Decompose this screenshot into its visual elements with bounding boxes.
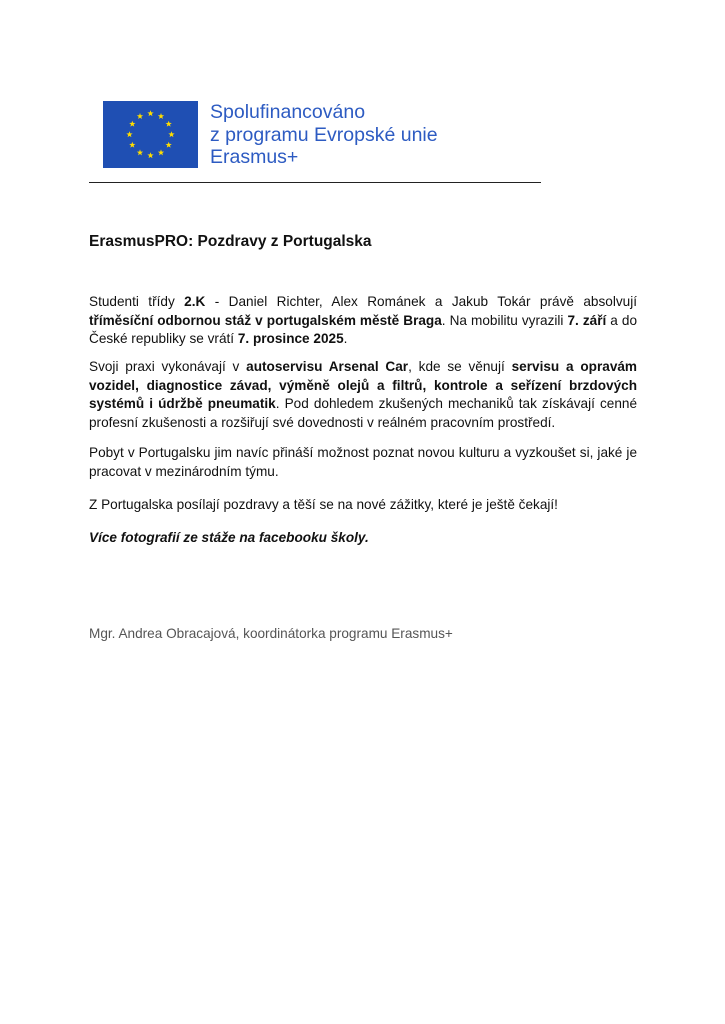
eu-star-icon xyxy=(158,149,164,155)
eu-star-icon xyxy=(166,142,172,148)
bold-text: tříměsíční odbornou stáž v portugalském městě Braga xyxy=(89,312,442,328)
text: . xyxy=(343,331,348,346)
eu-star-icon xyxy=(126,131,132,137)
text: - Daniel Richter, Alex Románek a Jakub Tokár právě absolvují xyxy=(205,294,637,309)
signature: Mgr. Andrea Obracajová, koordinátorka programu Erasmus+ xyxy=(89,626,453,641)
bold-text: autoservisu Arsenal Car xyxy=(246,359,409,374)
text: , kde se věnují xyxy=(408,359,512,374)
eu-star-icon xyxy=(166,121,172,127)
eu-star-icon xyxy=(129,142,135,148)
text: Studenti třídy xyxy=(89,294,185,309)
eu-star-icon xyxy=(129,121,135,127)
eu-star-icon xyxy=(158,113,164,119)
eu-flag-icon xyxy=(103,101,198,168)
logo-line-3: Erasmus+ xyxy=(210,146,299,168)
paragraph-culture: Pobyt v Portugalsku jim navíc přináší možnost poznat novou kulturu a vyzkoušet si, jaké je pracovat v mezinárodním týmu. xyxy=(89,445,637,479)
bold-text: 2.K xyxy=(184,294,206,309)
document-title: ErasmusPRO: Pozdravy z Portugalska xyxy=(89,233,372,250)
paragraph-students xyxy=(89,293,637,349)
logo-line-1: Spolufinancováno xyxy=(210,101,366,123)
text: Svoji praxi vykonávají v xyxy=(89,359,247,374)
eu-star-icon xyxy=(137,149,143,155)
text: a do České republiky se vrátí xyxy=(89,312,638,346)
eu-star-icon xyxy=(147,152,153,158)
eu-star-icon xyxy=(168,131,174,137)
header-divider xyxy=(89,182,541,183)
cofunded-logo-text xyxy=(210,101,438,169)
eu-star-icon xyxy=(147,110,153,116)
eu-stars-icon xyxy=(103,101,198,168)
logo-line-2: z programu Evropské unie xyxy=(210,123,438,146)
text: . Na mobilitu vyrazili xyxy=(441,312,568,328)
bold-text: 7. září xyxy=(567,312,607,328)
text: . Pod dohledem zkušených mechaniků tak získávají cenné profesní zkušenosti a rozšiřují své dovednosti v reálném pracovním prostředí. xyxy=(89,396,638,430)
bold-text: servisu a opravám vozidel, diagnostice závad, výměně olejů a filtrů, kontrole a seřízení brzdových systémů i údržbě pneumatik xyxy=(89,359,638,411)
paragraph-internship xyxy=(89,358,637,432)
eu-star-icon xyxy=(137,113,143,119)
bold-text: 7. prosince 2025 xyxy=(237,331,344,346)
paragraph-greetings: Z Portugalska posílají pozdravy a těší se na nové zážitky, které je ještě čekají! xyxy=(89,497,558,512)
paragraph-photos: Více fotografií ze stáže na facebooku školy. xyxy=(89,530,369,545)
